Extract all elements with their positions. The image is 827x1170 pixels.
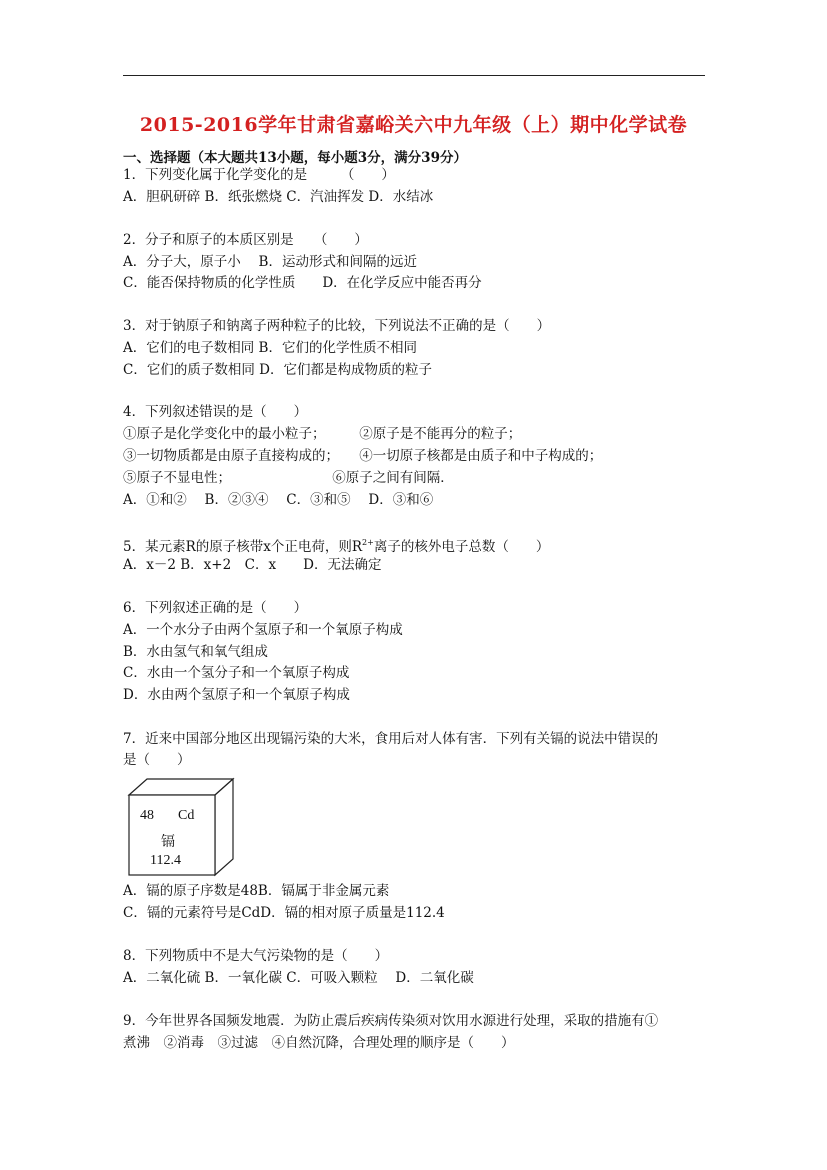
question-7-stem-line-1: 7．近来中国部分地区出现镉污染的大米，食用后对人体有害．下列有关镉的说法中错误的 bbox=[123, 731, 659, 747]
question-5-stem-text-b: 离子的核外电子总数（ ） bbox=[373, 539, 550, 555]
cadmium-element-card bbox=[123, 777, 235, 877]
header-rule bbox=[123, 75, 705, 76]
question-5-options: A．x－2 B．x+2 C．x D．无法确定 bbox=[123, 557, 382, 573]
question-4-options: A．①和② B．②③④ C．③和⑤ D．③和⑥ bbox=[123, 492, 434, 508]
question-5-stem-text-a: 5．某元素R的原子核带x个正电荷，则R bbox=[123, 539, 363, 555]
question-6-option-c: C．水由一个氢分子和一个氧原子构成 bbox=[123, 665, 350, 681]
question-6-option-b: B．水由氢气和氧气组成 bbox=[123, 644, 268, 660]
question-9-stem-line-2: 煮沸 ②消毒 ③过滤 ④自然沉降，合理处理的顺序是（ ） bbox=[123, 1035, 515, 1051]
question-2-stem: 2．分子和原子的本质区别是 （ ） bbox=[123, 232, 368, 248]
question-7-options-cd: C．镉的元素符号是CdD．镉的相对原子质量是112.4 bbox=[123, 905, 445, 921]
question-5-charge-superscript: 2+ bbox=[362, 538, 374, 547]
atomic-mass: 112.4 bbox=[150, 853, 181, 868]
atomic-number: 48 bbox=[140, 808, 154, 823]
question-6-stem: 6．下列叙述正确的是（ ） bbox=[123, 600, 308, 616]
question-5-stem bbox=[123, 534, 549, 556]
question-9-stem-line-1: 9．今年世界各国频发地震．为防止震后疾病传染须对饮用水源进行处理，采取的措施有① bbox=[123, 1013, 659, 1029]
section-header: 一、选择题（本大题共13小题，每小题3分，满分39分） bbox=[123, 150, 467, 166]
question-7-stem-line-2: 是（ ） bbox=[123, 752, 191, 768]
question-4-statements-34: ③一切物质都是由原子直接构成的； ④一切原子核都是由质子和中子构成的； bbox=[123, 448, 603, 464]
question-3-options-cd: C．它们的质子数相同 D．它们都是构成物质的粒子 bbox=[123, 362, 432, 378]
question-8-stem: 8．下列物质中不是大气污染物的是（ ） bbox=[123, 948, 389, 964]
question-1-options: A．胆矾研碎 B．纸张燃烧 C．汽油挥发 D．水结冰 bbox=[123, 189, 434, 205]
question-8-options: A．二氧化硫 B．一氧化碳 C．可吸入颗粒 D．二氧化碳 bbox=[123, 970, 474, 986]
question-4-stem: 4．下列叙述错误的是（ ） bbox=[123, 404, 308, 420]
question-3-stem: 3．对于钠原子和钠离子两种粒子的比较，下列说法不正确的是（ ） bbox=[123, 318, 551, 334]
question-6-option-d: D．水由两个氢原子和一个氧原子构成 bbox=[123, 687, 350, 703]
element-symbol: Cd bbox=[178, 808, 195, 823]
question-7-options-ab: A．镉的原子序数是48B．镉属于非金属元素 bbox=[123, 883, 390, 899]
question-1-stem: 1．下列变化属于化学变化的是 （ ） bbox=[123, 167, 395, 183]
question-2-options-ab: A．分子大，原子小 B．运动形式和间隔的远近 bbox=[123, 254, 417, 270]
question-6-option-a: A．一个水分子由两个氢原子和一个氧原子构成 bbox=[123, 622, 403, 638]
question-3-options-ab: A．它们的电子数相同 B．它们的化学性质不相同 bbox=[123, 340, 417, 356]
question-2-options-cd: C．能否保持物质的化学性质 D．在化学反应中能否再分 bbox=[123, 275, 482, 291]
element-name: 镉 bbox=[161, 835, 175, 850]
question-4-statements-56: ⑤原子不显电性； ⑥原子之间有间隔． bbox=[123, 470, 454, 486]
question-4-statements-12: ①原子是化学变化中的最小粒子； ②原子是不能再分的粒子； bbox=[123, 426, 522, 442]
page-title: 2015-2016学年甘肃省嘉峪关六中九年级（上）期中化学试卷 bbox=[139, 114, 688, 136]
